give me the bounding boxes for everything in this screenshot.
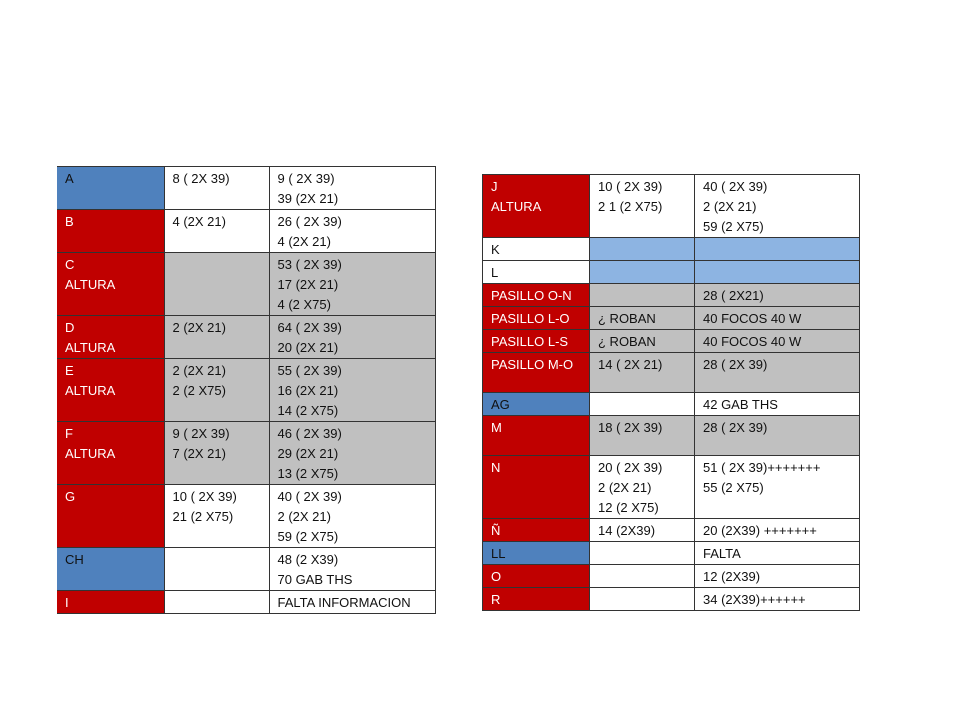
fixtures-cell: 28 ( 2X 39) — [695, 353, 860, 393]
table-row — [483, 393, 860, 416]
area-label-cell: G — [57, 485, 164, 548]
fixtures-cell: 46 ( 2X 39) 29 (2X 21) 13 (2 X75) — [269, 422, 435, 485]
fixtures-cell: 10 ( 2X 39) 2 1 (2 X75) — [590, 175, 695, 238]
fixtures-cell: 10 ( 2X 39) 21 (2 X75) — [164, 485, 269, 548]
fixtures-cell: 20 ( 2X 39) 2 (2X 21) 12 (2 X75) — [590, 456, 695, 519]
area-label-cell: CH — [57, 548, 164, 591]
area-label-cell: PASILLO L-S — [483, 330, 590, 353]
fixtures-cell — [590, 542, 695, 565]
area-label-cell: O — [483, 565, 590, 588]
table-row — [57, 210, 435, 253]
table-row — [483, 261, 860, 284]
fixtures-cell — [590, 393, 695, 416]
area-label-cell: LL — [483, 542, 590, 565]
fixtures-cell: 2 (2X 21) — [164, 316, 269, 359]
area-label-cell: E ALTURA — [57, 359, 164, 422]
fixtures-cell: 55 ( 2X 39) 16 (2X 21) 14 (2 X75) — [269, 359, 435, 422]
area-label-cell: C ALTURA — [57, 253, 164, 316]
fixtures-cell: 9 ( 2X 39) 39 (2X 21) — [269, 167, 435, 210]
fixtures-cell: 26 ( 2X 39) 4 (2X 21) — [269, 210, 435, 253]
fixtures-cell: 34 (2X39)++++++ — [695, 588, 860, 611]
fixtures-cell: 28 ( 2X 39) — [695, 416, 860, 456]
table-row — [57, 548, 435, 591]
fixtures-cell: 40 ( 2X 39) 2 (2X 21) 59 (2 X75) — [269, 485, 435, 548]
table-row — [483, 238, 860, 261]
table-row — [483, 542, 860, 565]
table-row — [483, 353, 860, 393]
fixtures-cell: 42 GAB THS — [695, 393, 860, 416]
table-row — [57, 591, 435, 614]
area-label-cell: D ALTURA — [57, 316, 164, 359]
table-row — [483, 565, 860, 588]
table-row — [483, 284, 860, 307]
area-label-cell: B — [57, 210, 164, 253]
area-label-cell: PASILLO O-N — [483, 284, 590, 307]
table-row — [483, 307, 860, 330]
fixtures-cell: 40 FOCOS 40 W — [695, 307, 860, 330]
fixtures-cell: ¿ ROBAN — [590, 307, 695, 330]
table-row — [483, 175, 860, 238]
area-label-cell: AG — [483, 393, 590, 416]
area-label-cell: PASILLO L-O — [483, 307, 590, 330]
right-lighting-table — [482, 174, 860, 611]
fixtures-cell: 2 (2X 21) 2 (2 X75) — [164, 359, 269, 422]
fixtures-cell — [695, 261, 860, 284]
area-label-cell: K — [483, 238, 590, 261]
fixtures-cell — [164, 548, 269, 591]
table-row — [57, 316, 435, 359]
table-row — [483, 588, 860, 611]
fixtures-cell: 4 (2X 21) — [164, 210, 269, 253]
fixtures-cell: 48 (2 X39) 70 GAB THS — [269, 548, 435, 591]
table-row — [57, 167, 435, 210]
area-label-cell: R — [483, 588, 590, 611]
area-label-cell: M — [483, 416, 590, 456]
table-row — [57, 253, 435, 316]
area-label-cell: I — [57, 591, 164, 614]
fixtures-cell: 20 (2X39) +++++++ — [695, 519, 860, 542]
fixtures-cell — [590, 238, 695, 261]
table-row — [483, 330, 860, 353]
fixtures-cell: 51 ( 2X 39)+++++++ 55 (2 X75) — [695, 456, 860, 519]
fixtures-cell — [590, 261, 695, 284]
fixtures-cell — [695, 238, 860, 261]
left-lighting-table — [57, 166, 436, 614]
table-row — [57, 422, 435, 485]
area-label-cell: L — [483, 261, 590, 284]
fixtures-cell: 12 (2X39) — [695, 565, 860, 588]
fixtures-cell: 8 ( 2X 39) — [164, 167, 269, 210]
area-label-cell: A — [57, 167, 164, 210]
fixtures-cell — [590, 284, 695, 307]
fixtures-cell: 64 ( 2X 39) 20 (2X 21) — [269, 316, 435, 359]
area-label-cell: PASILLO M-O — [483, 353, 590, 393]
fixtures-cell: 18 ( 2X 39) — [590, 416, 695, 456]
fixtures-cell — [590, 588, 695, 611]
fixtures-cell: 9 ( 2X 39) 7 (2X 21) — [164, 422, 269, 485]
table-row — [483, 519, 860, 542]
fixtures-cell — [164, 253, 269, 316]
table-row — [483, 416, 860, 456]
fixtures-cell — [164, 591, 269, 614]
fixtures-cell: 14 ( 2X 21) — [590, 353, 695, 393]
area-label-cell: F ALTURA — [57, 422, 164, 485]
area-label-cell: J ALTURA — [483, 175, 590, 238]
fixtures-cell: FALTA INFORMACION — [269, 591, 435, 614]
table-row — [483, 456, 860, 519]
fixtures-cell — [590, 565, 695, 588]
fixtures-cell: 14 (2X39) — [590, 519, 695, 542]
fixtures-cell: FALTA — [695, 542, 860, 565]
fixtures-cell: 53 ( 2X 39) 17 (2X 21) 4 (2 X75) — [269, 253, 435, 316]
fixtures-cell: ¿ ROBAN — [590, 330, 695, 353]
table-row — [57, 485, 435, 548]
area-label-cell: N — [483, 456, 590, 519]
table-row — [57, 359, 435, 422]
fixtures-cell: 40 ( 2X 39) 2 (2X 21) 59 (2 X75) — [695, 175, 860, 238]
area-label-cell: Ñ — [483, 519, 590, 542]
fixtures-cell: 40 FOCOS 40 W — [695, 330, 860, 353]
fixtures-cell: 28 ( 2X21) — [695, 284, 860, 307]
